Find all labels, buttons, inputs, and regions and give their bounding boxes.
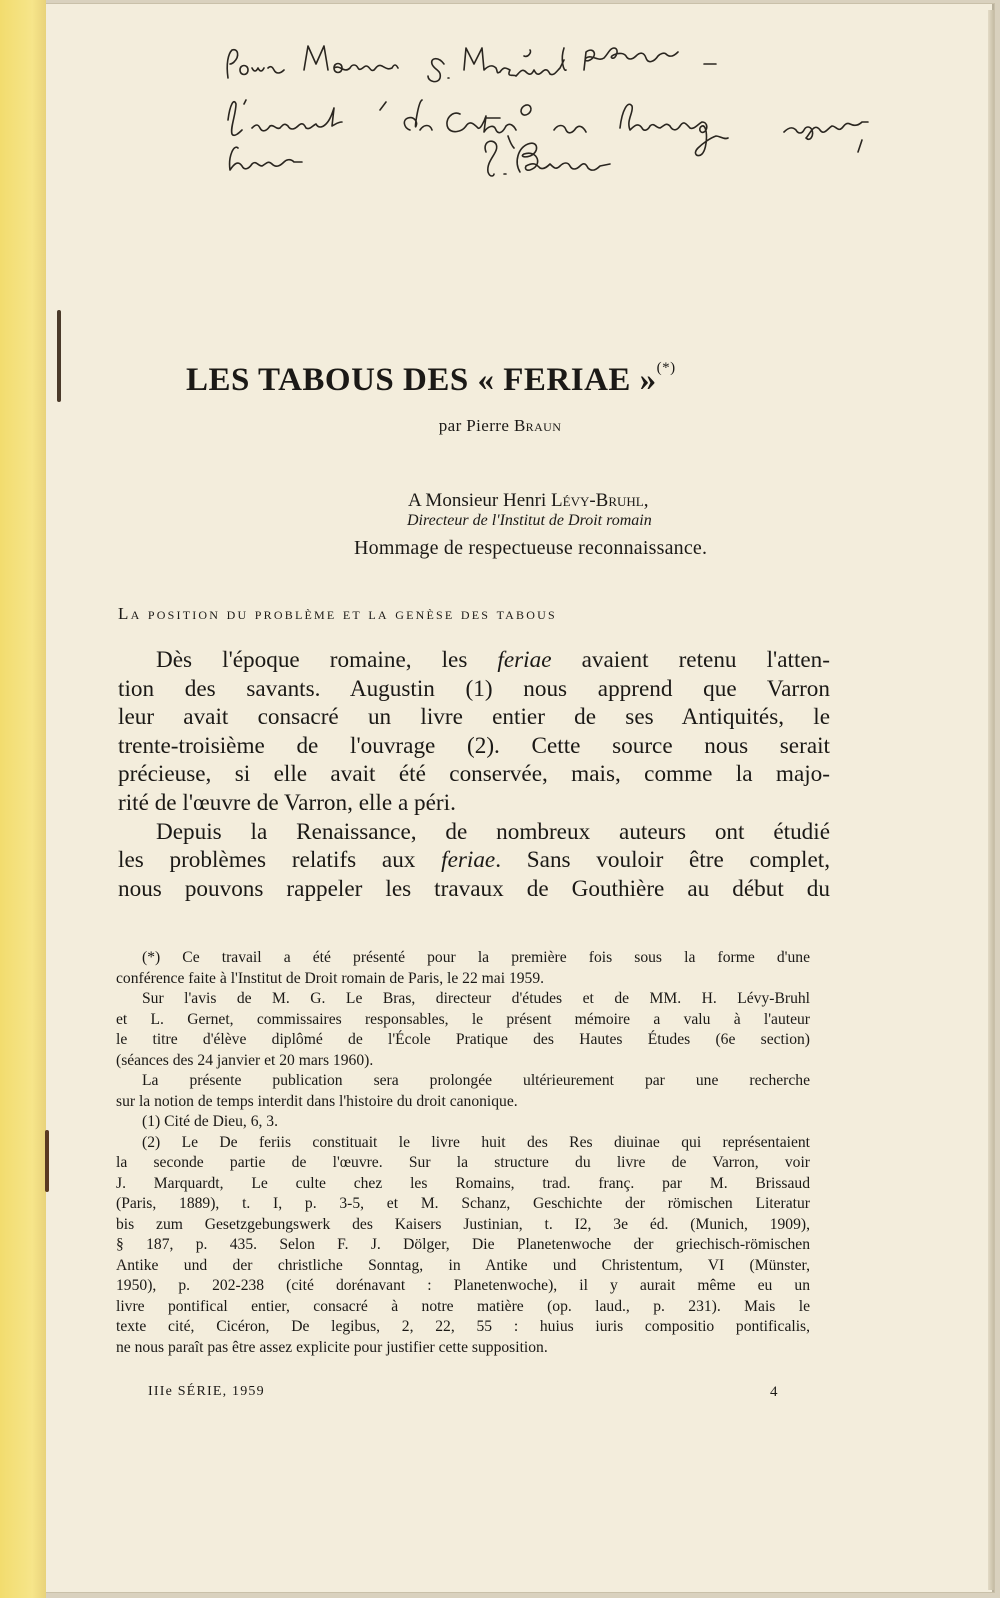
dedication-recipient	[408, 490, 868, 512]
byline-prefix: par Pierre	[438, 416, 510, 435]
footnote-line: Antike und der christliche Sonntag, in Antike und Christentum, VI (Münster,	[116, 1256, 810, 1274]
footnote-line: J. Marquardt, Le culte chez les Romains, trad. franç. par M. Brissaud	[116, 1174, 810, 1192]
byline-author: Braun	[513, 416, 562, 435]
body-italic: feriae	[497, 647, 552, 673]
footnote-line: ne nous paraît pas être assez explicite pour justifier cette supposition.	[116, 1338, 548, 1356]
footnote-line: sur la notion de temps interdit dans l'histoire du droit canonique.	[116, 1092, 518, 1110]
footnote-line: la seconde partie de l'œuvre. Sur la structure du livre de Varron, voir	[116, 1154, 810, 1171]
body-line	[118, 846, 830, 875]
footnote-line: et L. Gernet, commissaires responsables, le présent mémoire a valu à l'auteur	[116, 1010, 810, 1028]
body-italic: feriae	[441, 847, 496, 874]
footnote-line: texte cité, Cicéron, De legibus, 2, 22, 55 : huius iuris compositio pontificalis,	[116, 1318, 810, 1335]
body-fragment: avaient retenu l'atten-	[551, 647, 830, 673]
footnote-line: (*) Ce travail a été présenté pour la première fois sous la forme d'une	[142, 949, 810, 966]
handwritten-dedication	[224, 40, 964, 190]
body-text	[118, 646, 830, 903]
byline	[0, 416, 1000, 436]
page-edge-shadow	[988, 10, 994, 1590]
footnote-line: (séances des 24 janvier et 20 mars 1960).	[116, 1051, 374, 1069]
body-fragment: Dès l'époque romaine, les	[156, 647, 498, 673]
footnote-line: conférence faite à l'Institut de Droit romain de Paris, le 22 mai 1959.	[116, 969, 545, 987]
body-line: nous pouvons rappeler les travaux de Gouthière au début du	[118, 875, 830, 902]
footnote-line: le titre d'élève diplômé de l'École Pratique des Hautes Études (6e section)	[116, 1031, 810, 1048]
body-fragment: . Sans vouloir être complet,	[495, 847, 830, 874]
body-line: précieuse, si elle avait été conservée, mais, comme la majo-	[118, 761, 830, 788]
footnote-line: (1) Cité de Dieu, 6, 3.	[142, 1113, 278, 1130]
footnote-line: livre pontifical entier, consacré à notre matière (op. laud., p. 231). Mais le	[116, 1297, 810, 1315]
body-fragment: les problèmes relatifs aux	[118, 847, 442, 874]
title-footnote-marker: (*)	[656, 360, 676, 376]
dedication-name: Lévy-Bruhl,	[551, 490, 649, 511]
footnote-line: (2) Le De feriis constituait le livre huit des Res diuinae qui représentaient	[142, 1133, 810, 1151]
article-title-text: LES TABOUS DES « FERIAE »	[186, 362, 657, 398]
body-line	[118, 646, 830, 675]
footnote-line: (Paris, 1889), t. I, p. 3-5, et M. Schanz, Geschichte der römischen Literatur	[116, 1195, 810, 1212]
article-title	[186, 362, 806, 399]
body-line: tion des savants. Augustin (1) nous apprend que Varron	[118, 675, 830, 702]
footnote-line: bis zum Gesetzgebungswerk des Kaisers Justinian, t. I2, 3e éd. (Munich, 1909),	[116, 1215, 810, 1233]
body-line: trente-troisième de l'ouvrage (2). Cette source nous serait	[118, 732, 830, 759]
binding-staple-mark	[57, 310, 61, 402]
footnote-line: 1950), p. 202-238 (cité dorénavant : Planetenwoche), il y aurait même eu un	[116, 1277, 810, 1294]
dedication-prefix: A Monsieur Henri	[408, 490, 547, 511]
footnotes	[116, 948, 810, 1358]
body-line: leur avait consacré un livre entier de ses Antiquités, le	[118, 704, 830, 731]
yellow-cover-edge	[0, 0, 46, 1598]
section-heading: La position du problème et la genèse des tabous	[118, 604, 557, 623]
footnote-line: § 187, p. 435. Selon F. J. Dölger, Die Planetenwoche der griechisch-römischen	[116, 1236, 810, 1253]
series-folio: IIIe SÉRIE, 1959	[148, 1384, 265, 1399]
dedication-title: Directeur de l'Institut de Droit romain	[407, 512, 652, 529]
footnote-line: Sur l'avis de M. G. Le Bras, directeur d'études et de MM. H. Lévy-Bruhl	[142, 990, 810, 1007]
binding-staple-mark	[45, 1130, 49, 1192]
body-line: Depuis la Renaissance, de nombreux auteurs ont étudié	[156, 818, 830, 845]
body-line: rité de l'œuvre de Varron, elle a péri.	[118, 789, 456, 816]
footnote-line: La présente publication sera prolongée ultérieurement par une recherche	[142, 1072, 810, 1089]
dedication-hommage: Hommage de respectueuse reconnaissance.	[354, 537, 708, 559]
signature-number: 4	[770, 1384, 779, 1400]
